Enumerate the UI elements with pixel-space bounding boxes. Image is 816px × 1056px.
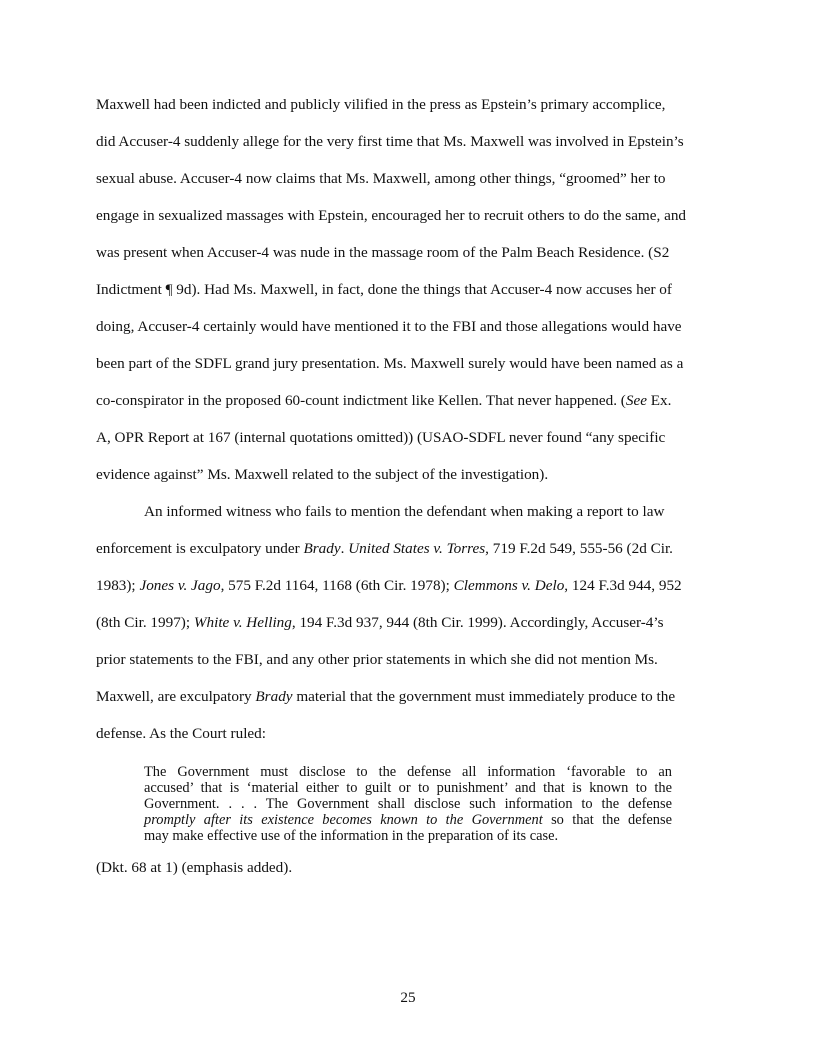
case-name: Brady: [303, 540, 341, 557]
text-line: enforcement is exculpatory under Brady. United States v. Torres, 719 F.2d 549, 555-56 (2d Cir.: [96, 540, 673, 557]
text-line: 1983); Jones v. Jago, 575 F.2d 1164, 1168 (6th Cir. 1978); Clemmons v. Delo, 124 F.3d 944, 952: [96, 577, 682, 594]
text-line: sexual abuse. Accuser-4 now claims that Ms. Maxwell, among other things, “groomed” her to: [96, 170, 666, 187]
quote-line: The Government must disclose to the defense all information ‘favorable to an: [144, 764, 672, 780]
text-line: co-conspirator in the proposed 60-count indictment like Kellen. That never happened. (See Ex.: [96, 392, 672, 409]
paragraph-1: [96, 93, 724, 500]
italic-signal: See: [625, 392, 647, 409]
text-line: did Accuser-4 suddenly allege for the very first time that Ms. Maxwell was involved in Epstein’s: [96, 133, 684, 150]
text-line: engage in sexualized massages with Epstein, encouraged her to recruit others to do the same, and: [96, 207, 687, 224]
quote-line: accused’ that is ‘material either to guilt or to punishment’ and that is known to the: [144, 780, 672, 796]
text-line: An informed witness who fails to mention the defendant when making a report to law: [144, 503, 665, 520]
case-name: White v. Helling: [193, 614, 292, 631]
case-name: Clemmons v. Delo: [453, 577, 565, 594]
quote-line: promptly after its existence becomes known to the Government so that the defense: [144, 812, 672, 828]
case-name: Jones v. Jago: [139, 577, 221, 594]
quote-line: Government. . . . The Government shall disclose such information to the defense: [144, 796, 672, 812]
text-line: been part of the SDFL grand jury presentation. Ms. Maxwell surely would have been named as a: [96, 355, 684, 372]
text-line: was present when Accuser-4 was nude in the massage room of the Palm Beach Residence. (S2: [96, 244, 670, 261]
text-line: Maxwell had been indicted and publicly vilified in the press as Epstein’s primary accomplice,: [96, 96, 666, 113]
citation: (Dkt. 68 at 1) (emphasis added).: [96, 859, 293, 876]
text-line: (8th Cir. 1997); White v. Helling, 194 F.3d 937, 944 (8th Cir. 1999). Accordingly, Accuser-4’s: [96, 614, 664, 631]
page-number: 25: [400, 989, 416, 1006]
paragraph-2: [96, 500, 724, 759]
text-line: prior statements to the FBI, and any other prior statements in which she did not mention Ms.: [96, 651, 658, 668]
case-name: United States v. Torres: [348, 540, 486, 557]
text-line: defense. As the Court ruled:: [96, 725, 266, 742]
text-line: Maxwell, are exculpatory Brady material that the government must immediately produce to the: [96, 688, 676, 705]
case-name: Brady: [255, 688, 293, 705]
text-line: doing, Accuser-4 certainly would have mentioned it to the FBI and those allegations would have: [96, 318, 682, 335]
emphasized-text: promptly after its existence becomes known to the Government: [144, 812, 543, 828]
text-line: A, OPR Report at 167 (internal quotations omitted)) (USAO-SDFL never found “any specific: [96, 429, 666, 446]
block-quote: [144, 764, 672, 844]
quote-line: may make effective use of the information in the preparation of its case.: [144, 828, 559, 844]
text-line: evidence against” Ms. Maxwell related to the subject of the investigation).: [96, 466, 549, 483]
text-line: Indictment ¶ 9d). Had Ms. Maxwell, in fact, done the things that Accuser-4 now accuses her of: [96, 281, 672, 298]
document-page: [96, 93, 724, 880]
